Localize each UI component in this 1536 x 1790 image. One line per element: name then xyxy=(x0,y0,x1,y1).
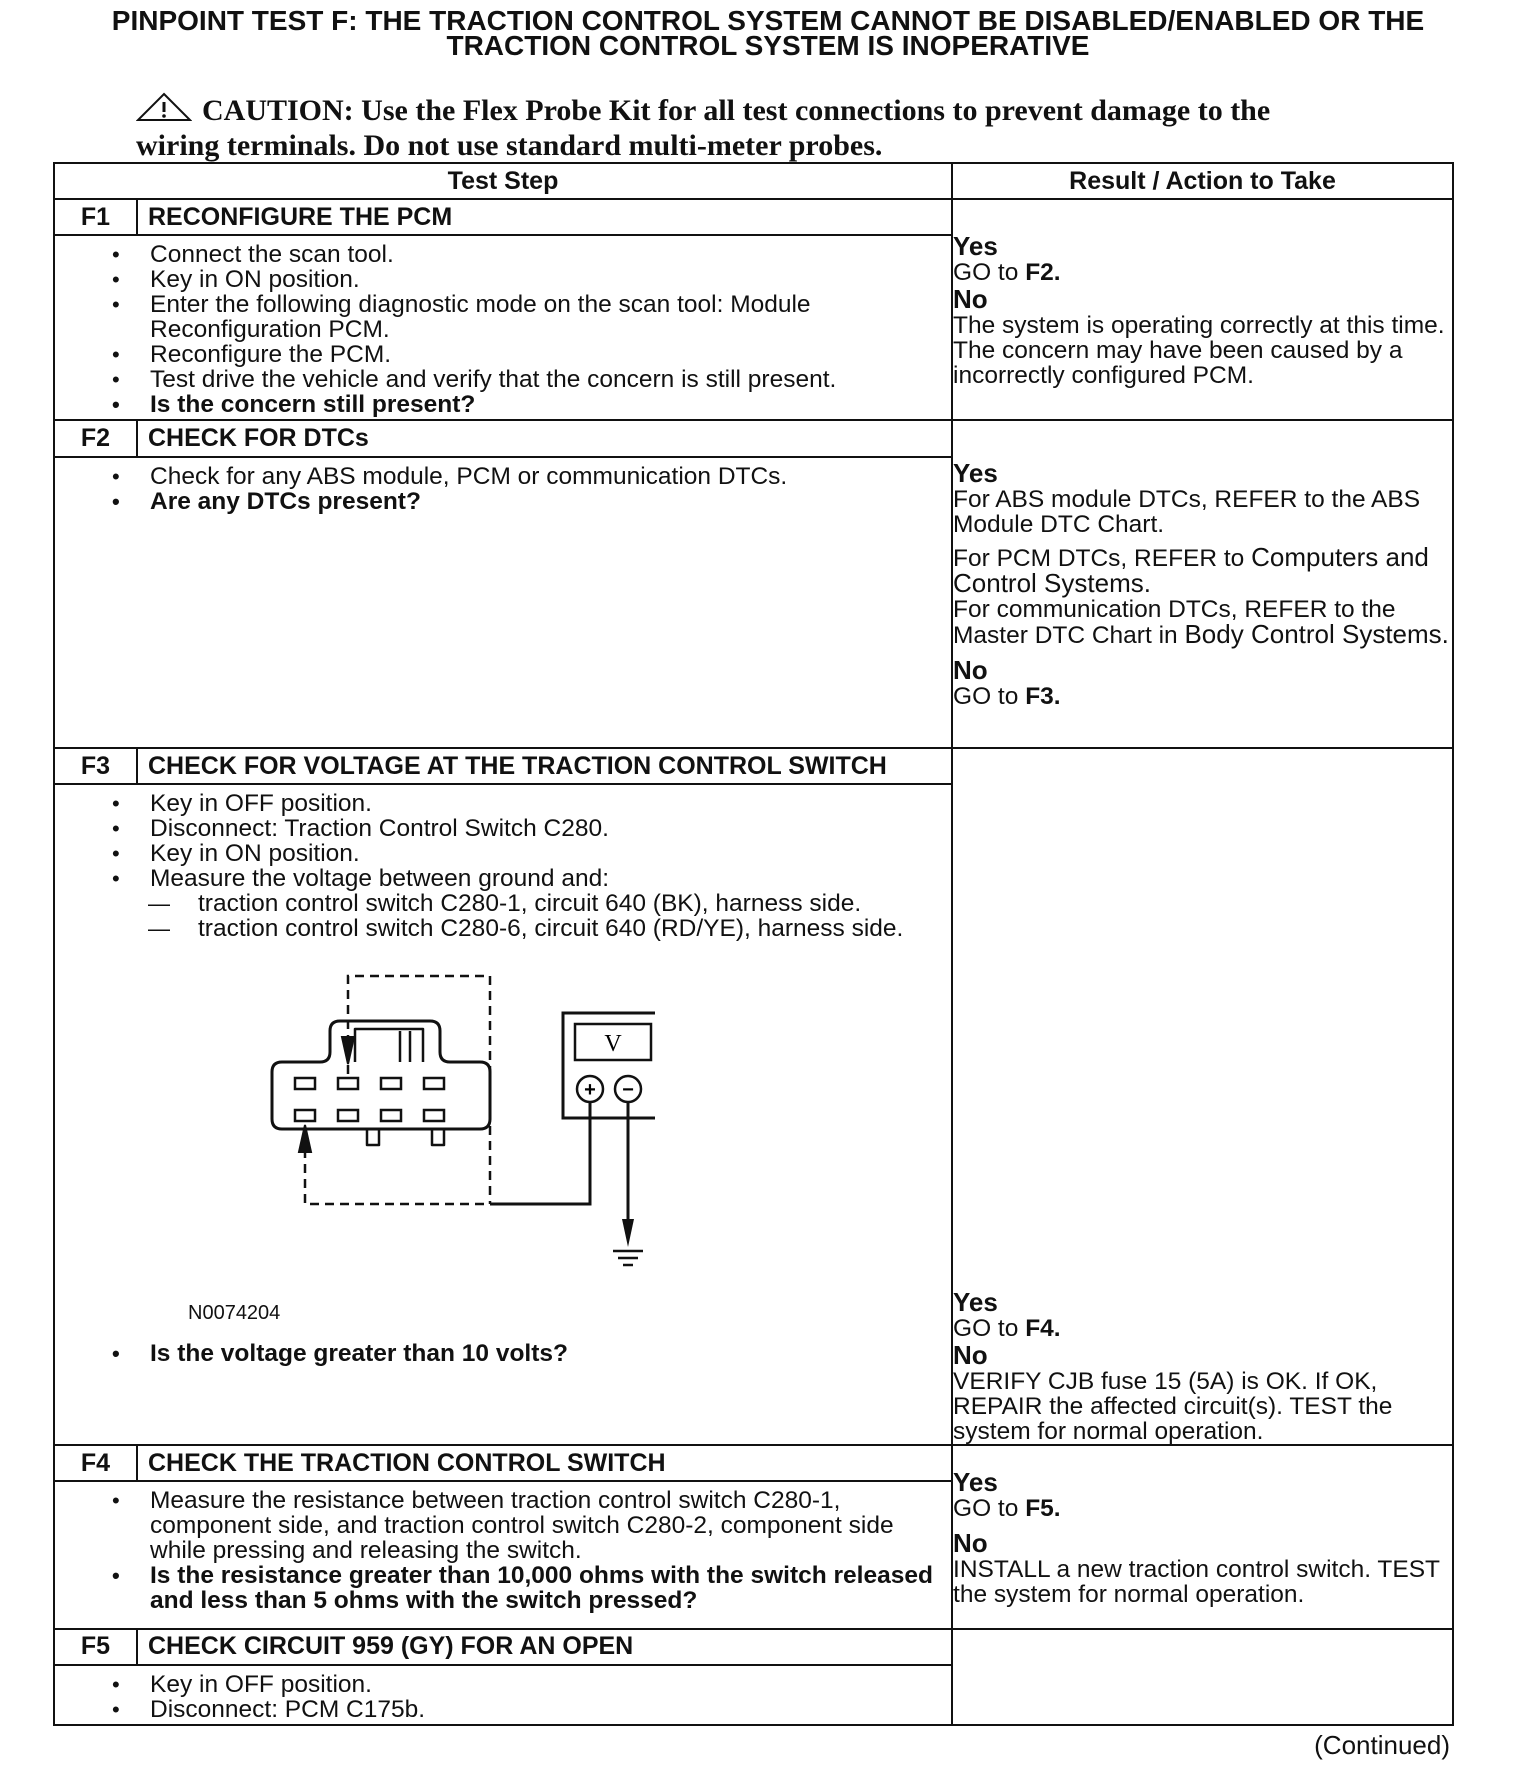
goto-link[interactable]: F4. xyxy=(1025,1315,1061,1343)
yes-action: For ABS module DTCs, REFER to the ABS Module DTC Chart. xyxy=(953,486,1421,539)
caution-line-2: wiring terminals. Do not use standard multi-meter probes. xyxy=(136,129,883,162)
list-item: • Key in ON position. xyxy=(150,841,951,866)
no-action: GO to F3. xyxy=(953,683,1061,711)
no-label: No xyxy=(953,655,988,686)
yes-label: Yes xyxy=(953,1287,998,1318)
title-line-1: PINPOINT TEST F: THE TRACTION CONTROL SYSTEM CANNOT BE DISABLED/ENABLED OR THE xyxy=(111,5,1425,36)
voltage-test-diagram xyxy=(55,969,655,1329)
yes-action: For communication DTCs, REFER to the Master DTC Chart in Body Control Systems. xyxy=(953,596,1449,650)
minus-label: − xyxy=(622,1079,634,1102)
list-item: • Connect the scan tool. xyxy=(150,242,951,267)
step-f5-header xyxy=(54,1629,1453,1665)
goto-link[interactable]: F5. xyxy=(1025,1494,1061,1522)
connector-foot xyxy=(432,1129,444,1145)
step-f2-header xyxy=(54,420,1453,456)
list-item: • Measure the resistance between traction control switch C280-1, component side, and traction control switch C280-2, component side while pressing and releasing the switch. xyxy=(150,1488,951,1563)
goto-link[interactable]: F3. xyxy=(1025,683,1061,711)
yes-action: GO to F4. xyxy=(953,1315,1061,1343)
step-id: F5 xyxy=(54,1629,137,1665)
terminal xyxy=(338,1110,358,1121)
no-label: No xyxy=(953,283,988,314)
connector-latch xyxy=(355,1029,423,1062)
step-title: CHECK FOR VOLTAGE AT THE TRACTION CONTROL SWITCH xyxy=(137,748,952,784)
list-item: • Key in OFF position. xyxy=(150,1672,951,1697)
step-body xyxy=(54,784,952,1445)
yes-action: GO to F5. xyxy=(953,1494,1061,1522)
list-item: • Disconnect: PCM C175b. xyxy=(150,1697,951,1722)
step-title: RECONFIGURE THE PCM xyxy=(137,199,952,235)
column-header-result: Result / Action to Take xyxy=(952,163,1453,199)
step-title: CHECK THE TRACTION CONTROL SWITCH xyxy=(137,1445,952,1481)
step-body xyxy=(54,235,952,420)
no-action: VERIFY CJB fuse 15 (5A) is OK. If OK, REPAIR the affected circuit(s). TEST the system for normal operation. xyxy=(953,1368,1393,1446)
step-f3-result xyxy=(952,748,1453,1445)
connector-foot xyxy=(367,1129,379,1145)
terminal xyxy=(338,1078,358,1089)
page-title xyxy=(40,5,1496,61)
probe-lead-dashed xyxy=(305,1149,490,1204)
step-f1-header xyxy=(54,199,1453,235)
caution-note xyxy=(136,92,1436,162)
step-f3-header xyxy=(54,748,1453,784)
plus-label: + xyxy=(584,1079,596,1102)
step-f2-result xyxy=(952,420,1453,748)
list-item: • Enter the following diagnostic mode on the scan tool: Module Reconfiguration PCM. xyxy=(150,292,951,342)
step-body xyxy=(54,1665,952,1725)
pinpoint-test-table xyxy=(53,162,1454,1726)
step-id: F1 xyxy=(54,199,137,235)
terminal xyxy=(381,1110,401,1121)
step-body xyxy=(54,1481,952,1628)
terminal xyxy=(381,1078,401,1089)
list-item-question: • Is the voltage greater than 10 volts? xyxy=(150,1341,951,1366)
terminal xyxy=(295,1078,315,1089)
terminal xyxy=(424,1078,444,1089)
yes-action: For PCM DTCs, REFER to Computers and Control Systems. xyxy=(953,542,1429,599)
probe-arrow xyxy=(342,1037,354,1064)
goto-link[interactable]: F2. xyxy=(1025,258,1061,286)
reference-link[interactable]: Body Control Systems. xyxy=(1184,619,1449,650)
caution-label: CAUTION: xyxy=(202,94,354,127)
terminal xyxy=(295,1110,315,1121)
caution-line-1: Use the Flex Probe Kit for all test connections to prevent damage to the xyxy=(361,94,1271,127)
list-item-question: • Are any DTCs present? xyxy=(150,489,951,514)
step-f4-result xyxy=(952,1445,1453,1628)
list-item: • Key in ON position. xyxy=(150,267,951,292)
no-action: The system is operating correctly at this time. The concern may have been caused by a incorrectly configured PCM. xyxy=(953,311,1445,389)
probe-lead-dashed xyxy=(348,976,490,1204)
list-item: • Test drive the vehicle and verify that the concern is still present. xyxy=(150,367,951,392)
step-f5-result xyxy=(952,1629,1453,1725)
warning-triangle-icon xyxy=(136,92,192,129)
list-item-question: • Is the resistance greater than 10,000 ohms with the switch released and less than 5 ohms with the switch pressed? xyxy=(150,1563,951,1613)
step-f1-result xyxy=(952,199,1453,420)
list-item: • Measure the voltage between ground and: xyxy=(150,866,951,891)
column-header-test-step: Test Step xyxy=(54,163,952,199)
ground-probe-arrow xyxy=(622,1219,634,1247)
terminal xyxy=(424,1110,444,1121)
figure-id: N0074204 xyxy=(188,1302,281,1325)
step-body xyxy=(54,457,952,749)
step-id: F2 xyxy=(54,420,137,456)
list-item: • Disconnect: Traction Control Switch C280. xyxy=(150,816,951,841)
step-id: F3 xyxy=(54,748,137,784)
list-item: • Check for any ABS module, PCM or communication DTCs. xyxy=(150,464,951,489)
list-item-question: • Is the concern still present? xyxy=(150,392,951,417)
sub-list-item: — traction control switch C280-1, circuit 640 (BK), harness side. xyxy=(198,891,951,916)
step-id: F4 xyxy=(54,1445,137,1481)
list-item: • Reconfigure the PCM. xyxy=(150,342,951,367)
table-header-row xyxy=(54,163,1453,199)
yes-label: Yes xyxy=(953,230,998,261)
multimeter-label: V xyxy=(604,1031,622,1058)
multimeter-body xyxy=(563,1013,655,1118)
no-label: No xyxy=(953,1527,988,1558)
reference-link[interactable]: Computers and Control Systems. xyxy=(953,542,1429,599)
no-action: INSTALL a new traction control switch. TEST the system for normal operation. xyxy=(953,1555,1440,1608)
step-title: CHECK FOR DTCs xyxy=(137,420,952,456)
title-line-2: TRACTION CONTROL SYSTEM IS INOPERATIVE xyxy=(446,30,1090,61)
continued-note: (Continued) xyxy=(1314,1730,1450,1760)
list-item: • Key in OFF position. xyxy=(150,791,951,816)
yes-label: Yes xyxy=(953,1466,998,1497)
no-label: No xyxy=(953,1340,988,1371)
step-f4-header xyxy=(54,1445,1453,1481)
yes-action: GO to F2. xyxy=(953,258,1061,286)
yes-label: Yes xyxy=(953,458,998,489)
step-title: CHECK CIRCUIT 959 (GY) FOR AN OPEN xyxy=(137,1629,952,1665)
sub-list-item: — traction control switch C280-6, circuit 640 (RD/YE), harness side. xyxy=(198,916,951,941)
